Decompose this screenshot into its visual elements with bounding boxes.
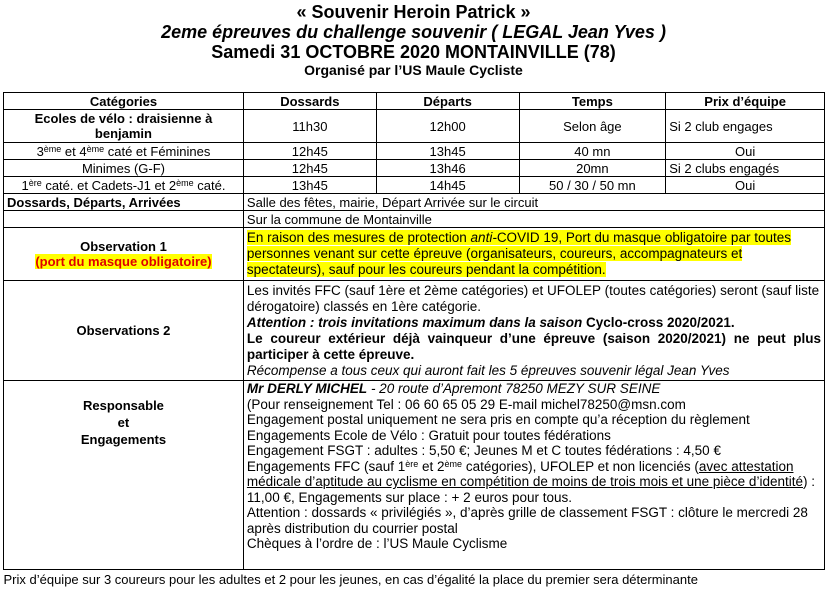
category-cell: 1ère caté. et Cadets-J1 et 2ème caté. [4,177,244,194]
table-row [4,143,825,160]
dossards-cell: 12h45 [243,160,376,177]
prix-cell: Si 2 club engages [666,110,825,143]
observation1-subtitle: (port du masque obligatoire) [35,254,212,269]
col-header-departs: Départs [376,93,519,110]
event-date: Samedi 31 OCTOBRE 2020 MONTAINVILLE (78) [211,42,616,62]
category-cell: Minimes (G-F) [4,160,244,177]
temps-cell: 40 mn [519,143,666,160]
table-row [4,211,825,228]
empty-cell [4,211,244,228]
responsable-label: Responsable et Engagements [4,381,244,570]
temps-cell: 20mn [519,160,666,177]
col-header-dossards: Dossards [243,93,376,110]
observation1-label [4,228,244,281]
dossards-cell: 11h30 [243,110,376,143]
prix-cell: Oui [666,177,825,194]
dossards-cell: 13h45 [243,177,376,194]
dossards-commune: Sur la commune de Montainville [243,211,824,228]
col-header-categories: Catégories [4,93,244,110]
col-header-temps: Temps [519,93,666,110]
departs-cell: 14h45 [376,177,519,194]
prix-cell: Oui [666,143,825,160]
table-row [4,177,825,194]
footer-note: Prix d’équipe sur 3 coureurs pour les adultes et 2 pour les jeunes, en cas d’égalité la place du premier sera déterminante [3,572,698,587]
table-row [4,110,825,143]
table-header-row [4,93,825,110]
dossards-cell: 12h45 [243,143,376,160]
dossards-location: Salle des fêtes, mairie, Départ Arrivée sur le circuit [243,194,824,211]
event-subtitle: 2eme épreuves du challenge souvenir ( LEGAL Jean Yves ) [161,22,666,42]
table-row [4,228,825,281]
observation1-text: En raison des mesures de protection anti-COVID 19, Port du masque obligatoire par toutes personnes venant sur cette épreuve (organisateurs, coureurs, accompagnateurs et spectateurs), sauf pour les coureurs pendant la compétition. [243,228,824,281]
observation2-text: Les invités FFC (sauf 1ère et 2ème catégories) et UFOLEP (toutes catégories) seront (sauf liste dérogatoire) classés en 1ère catégorie. Attention : trois invitations maximum dans la saison Cyclo-cross 2020/2021. Le coureur extérieur déjà vainqueur d’une épreuve (saison 2020/2021) ne peut plus participer à cette épreuve. Récompense a tous ceux qui auront fait les 5 épreuves souvenir légal Jean Yves [243,281,824,381]
observation2-label: Observations 2 [4,281,244,381]
event-table [3,92,825,587]
category-cell: 3ème et 4ème caté et Féminines [4,143,244,160]
table-row [4,281,825,381]
responsable-text: Mr DERLY MICHEL - 20 route d’Apremont 78250 MEZY SUR SEINE (Pour renseignement Tel : 06 60 65 05 29 E-mail michel78250@msn.com Engagement postal uniquement ne sera pris en compte qu’a réception du règlement Engagements Ecole de Vélo : Gratuit pour toutes fédérations Engagement FSGT : adultes : 5,50 €; Jeunes M et C toutes fédérations : 4,50 € Engagements FFC (sauf 1ère et 2ème catégories), UFOLEP et non licenciés (avec attestation médicale d’aptitude au cyclisme en compétition de moins de trois mois et une pièce d’identité) : 11,00 €, Engagements sur place : + 2 euros pour tous. Attention : dossards « privilégiés », d’après grille de classement FSGT : clôture le mercredi 28 après distribution du courrier postal Chèques à l’ordre de : l’US Maule Cyclisme [243,381,824,570]
table-row [4,160,825,177]
temps-cell: 50 / 30 / 50 mn [519,177,666,194]
departs-cell: 13h45 [376,143,519,160]
event-organizer: Organisé par l’US Maule Cycliste [304,62,523,78]
prix-cell: Si 2 clubs engagés [666,160,825,177]
temps-cell: Selon âge [519,110,666,143]
event-title: « Souvenir Heroin Patrick » [296,2,531,22]
departs-cell: 13h46 [376,160,519,177]
footer-row [4,570,825,588]
category-cell: Ecoles de vélo : draisienne à benjamin [4,110,244,143]
departs-cell: 12h00 [376,110,519,143]
dossards-label: Dossards, Départs, Arrivées [4,194,244,211]
observation1-title: Observation 1 [80,239,167,254]
table-row [4,194,825,211]
col-header-prix: Prix d’équipe [666,93,825,110]
table-row [4,381,825,570]
